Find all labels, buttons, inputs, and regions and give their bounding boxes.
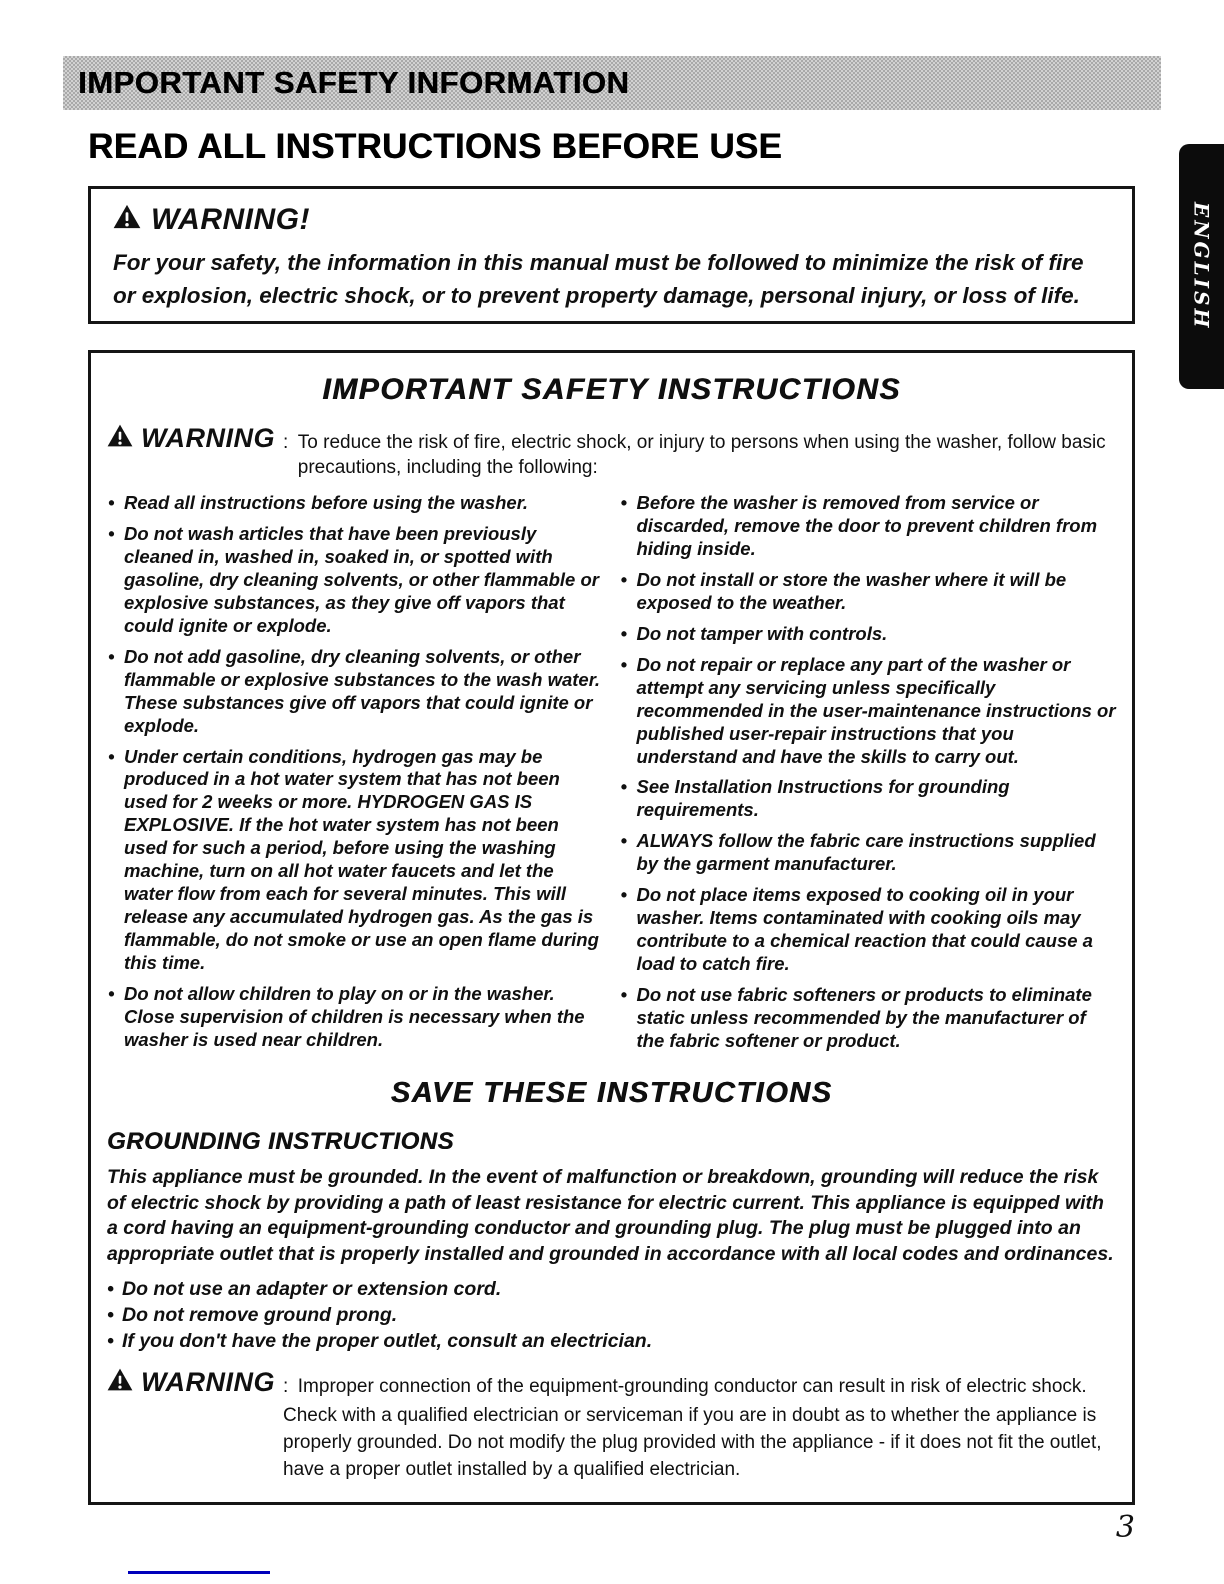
list-item: • Do not wash articles that have been previously cleaned in, washed in, soaked in, or spotted with gasoline, dry cleaning solvents, or other flammable or explosive substances, as they give off vapors that could ignite or explode. (107, 523, 604, 638)
list-item: • Do not place items exposed to cooking oil in your washer. Items contaminated with cooking oils may contribute to a chemical reaction that could cause a load to catch fire. (620, 884, 1117, 976)
bullet-columns (107, 492, 1116, 1061)
list-item: • Do not add gasoline, dry cleaning solvents, or other flammable or explosive substances to the wash water. These substances give off vapors that could ignite or explode. (107, 646, 604, 738)
top-warning-body: For your safety, the information in this manual must be followed to minimize the risk of fire or explosion, electric shock, or to prevent property damage, personal injury, or loss of life. (113, 250, 1084, 309)
page-number: 3 (1115, 1510, 1135, 1545)
grounding-warning-label (107, 1367, 289, 1398)
warning-triangle-icon (107, 1367, 133, 1398)
top-warning-heading-row (113, 203, 1110, 237)
list-item: • Do not tamper with controls. (620, 623, 1117, 646)
page-title: READ ALL INSTRUCTIONS BEFORE USE (88, 127, 783, 166)
bullet-list-left (107, 492, 604, 1061)
list-item: • Do not allow children to play on or in the washer. Close supervision of children is necessary when the washer is used near children. (107, 983, 604, 1052)
warning-triangle-icon (107, 423, 133, 454)
grounding-warning-line2: Check with a qualified electrician or serviceman if you are in doubt as to whether the appliance is properly grounded. Do not modify the plug provided with the appliance - if it does not fit the outlet, have a proper outlet installed by a qualified electrician. (283, 1404, 1102, 1480)
footer-blue-line (128, 1571, 270, 1574)
list-item: • See Installation Instructions for grounding requirements. (620, 776, 1117, 822)
list-item: • Before the washer is removed from service or discarded, remove the door to prevent children from hiding inside. (620, 492, 1117, 561)
list-item: • Under certain conditions, hydrogen gas may be produced in a hot water system that has not been used for 2 weeks or more. HYDROGEN GAS IS EXPLOSIVE. If the hot water system has not been used for such a period, before using the washing machine, turn on all hot water faucets and let the water flow from each for several minutes. This will release any accumulated hydrogen gas. As the gas is flammable, do not smoke or use an open flame during this time. (107, 746, 604, 975)
top-warning-heading: WARNING! (151, 203, 310, 236)
language-side-tab-label: ENGLISH (1189, 202, 1214, 331)
safety-warning-row (107, 423, 1116, 480)
grounding-paragraph: This appliance must be grounded. In the event of malfunction or breakdown, grounding will reduce the risk of electric shock by providing a path of least resistance for electric current. This appliance is equipped with a cord having an equipment-grounding conductor and grounding plug. The plug must be plugged into an appropriate outlet that is properly installed and grounded in accordance with all local codes and ordinances. (107, 1165, 1114, 1265)
top-warning-box (88, 186, 1135, 324)
grounding-warning-line1: Improper connection of the equipment-grounding conductor can result in risk of electric shock. (297, 1376, 1087, 1398)
label-colon: : (283, 1376, 289, 1398)
safety-warning-label (107, 423, 289, 454)
list-item: • Do not install or store the washer where it will be exposed to the weather. (620, 569, 1117, 615)
grounding-warning-label-text: WARNING (141, 1367, 275, 1398)
list-item: • If you don't have the proper outlet, consult an electrician. (107, 1329, 1116, 1355)
grounding-warning-row (107, 1367, 1116, 1399)
warning-triangle-icon (113, 203, 141, 237)
bullet-list-right (620, 492, 1117, 1061)
section-header-bar (63, 56, 1161, 110)
safety-warning-label-text: WARNING (141, 423, 275, 453)
save-instructions-heading: SAVE THESE INSTRUCTIONS (390, 1076, 833, 1109)
list-item: • Do not repair or replace any part of the washer or attempt any servicing unless specifically recommended in the user-maintenance instructions or published user-repair instructions that you understand and have the skills to carry out. (620, 654, 1117, 769)
safety-warning-text: To reduce the risk of fire, electric shock, or injury to persons when using the washer, follow basic precautions, including the following: (297, 432, 1106, 479)
list-item: • Do not remove ground prong. (107, 1303, 1116, 1329)
safety-instructions-title: IMPORTANT SAFETY INSTRUCTIONS (322, 373, 901, 406)
list-item: • ALWAYS follow the fabric care instructions supplied by the garment manufacturer. (620, 830, 1117, 876)
grounding-heading: GROUNDING INSTRUCTIONS (107, 1127, 454, 1155)
list-item: • Do not use fabric softeners or products to eliminate static unless recommended by the manufacturer of the fabric softener or product. (620, 984, 1117, 1053)
label-colon: : (283, 432, 289, 453)
section-header-title: IMPORTANT SAFETY INFORMATION (78, 65, 630, 100)
safety-instructions-box (88, 350, 1135, 1505)
grounding-bullet-list (107, 1277, 1116, 1355)
list-item: • Do not use an adapter or extension cord. (107, 1277, 1116, 1303)
language-side-tab (1179, 144, 1224, 389)
list-item: • Read all instructions before using the washer. (107, 492, 604, 515)
